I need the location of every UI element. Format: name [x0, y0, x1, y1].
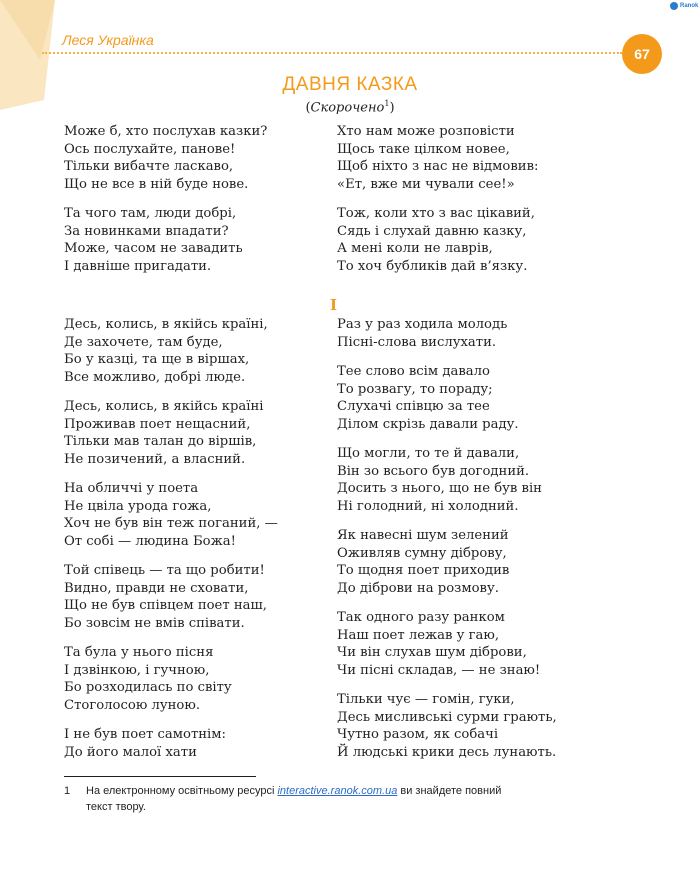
- publisher-logo: [670, 2, 698, 10]
- stanza: [64, 726, 354, 761]
- poem-title: ДАВНЯ КАЗКА: [282, 74, 418, 95]
- logo-text: Ranok: [680, 3, 699, 9]
- poem-line: Та була у нього пісня: [64, 645, 214, 660]
- poem-line: За новинками впадати?: [64, 223, 229, 239]
- subtitle-text: Скорочено: [310, 100, 385, 116]
- footnote-text-second-line: текст твору.: [86, 801, 146, 813]
- poem-line: Стоголосою луною.: [64, 697, 201, 713]
- stanza: [64, 316, 354, 386]
- poem-line: І не був поет самотнім:: [64, 727, 226, 742]
- poem-line: Десь, колись, в якійсь країні: [64, 399, 264, 414]
- poem-line: Чи він слухав шум діброви,: [337, 645, 527, 660]
- poem-line: Де захочете, там буде,: [64, 334, 223, 350]
- stanza: [64, 398, 354, 468]
- poem-line: Що не був співцем поет наш,: [64, 598, 267, 613]
- poem-line: Десь, колись, в якійсь країні,: [64, 317, 268, 332]
- poem-line: То щодня поет приходив: [337, 563, 510, 578]
- poem-line: Пісні-слова вислухати.: [337, 334, 497, 350]
- poem-line: Він зо всього був догодний.: [337, 463, 530, 479]
- poem-line: «Ет, вже ми чували сее!»: [337, 176, 515, 192]
- poem-line: Бо у казці, та ще в віршах,: [64, 352, 250, 367]
- poem-line: І дзвінкою, і гучною,: [64, 662, 210, 678]
- poem-line: Все можливо, добрі люде.: [64, 369, 246, 385]
- poem-line: Хоч не був він теж поганий, —: [64, 516, 278, 531]
- poem-line: Щоб ніхто з нас не відмовив:: [337, 159, 539, 174]
- poem-line: Може, часом не завадить: [64, 241, 243, 256]
- stanza: [64, 562, 354, 632]
- poem-line: Не позичений, а власний.: [64, 451, 246, 467]
- stanza: [337, 609, 627, 679]
- footnote-divider: [64, 776, 256, 777]
- subtitle-open: (: [305, 100, 311, 116]
- stanza: [337, 363, 627, 433]
- stanza: [337, 205, 627, 275]
- poem-line: Та чого там, люди добрі,: [64, 206, 237, 221]
- poem-line: Раз у раз ходила молодь: [337, 317, 508, 332]
- poem-column-left-intro: [64, 123, 354, 287]
- poem-line: Як навесні шум зелений: [337, 528, 509, 543]
- poem-line: Десь мисливські сурми грають,: [337, 709, 557, 725]
- poem-line: Тільки чує — гомін, гуки,: [337, 692, 515, 707]
- poem-line: Ділом скрізь давали раду.: [337, 416, 519, 432]
- poem-line: Досить з нього, що не був він: [337, 481, 542, 496]
- footnote: [64, 783, 624, 815]
- poem-column-right: [337, 316, 627, 773]
- poem-line: Видно, правди не сховати,: [64, 580, 249, 596]
- footnote-text-after: ви знайдете повний: [400, 785, 502, 797]
- poem-column-left: [64, 316, 354, 773]
- footnote-ref[interactable]: 1: [384, 99, 390, 108]
- poem-line: І давніше пригадати.: [64, 258, 212, 274]
- poem-line: Що не все в ній буде нове.: [64, 176, 249, 192]
- stanza: [64, 123, 354, 193]
- footnote-number: 1: [64, 785, 71, 797]
- poem-line: Проживав поет нещасний,: [64, 416, 251, 432]
- running-header-author: Леся Українка: [62, 32, 154, 48]
- poem-line: На обличчі у поета: [64, 481, 199, 496]
- poem-line: То хоч бубликів дай в’язку.: [337, 258, 528, 274]
- stanza: [64, 205, 354, 275]
- poem-subtitle: [0, 99, 700, 115]
- section-marker: I: [330, 296, 338, 314]
- poem-line: Не цвіла урода гожа,: [64, 498, 212, 514]
- header-divider: [42, 52, 622, 54]
- poem-line: Бо розходилась по світу: [64, 680, 232, 695]
- stanza: [337, 445, 627, 515]
- poem-line: До діброви на розмову.: [337, 580, 499, 596]
- poem-line: Щось таке цілком новее,: [337, 141, 510, 157]
- poem-line: Бо зовсім не вмів співати.: [64, 615, 245, 631]
- poem-line: До його малої хати: [64, 744, 197, 760]
- poem-column-right-intro: [337, 123, 627, 287]
- stanza: [337, 123, 627, 193]
- poem-line: Що могли, то те й давали,: [337, 446, 520, 461]
- poem-line: Сядь і слухай давню казку,: [337, 223, 527, 239]
- poem-line: Чутно разом, як собачі: [337, 727, 499, 742]
- poem-line: Чи пісні складав, — не знаю!: [337, 662, 541, 678]
- poem-line: Може б, хто послухав казки?: [64, 124, 268, 139]
- poem-line: То розвагу, то пораду;: [337, 381, 493, 397]
- poem-line: Ось послухайте, панове!: [64, 141, 236, 157]
- logo-icon: [670, 2, 678, 10]
- poem-line: Тее слово всім давало: [337, 364, 490, 379]
- poem-line: А мені коли не лаврів,: [337, 241, 493, 256]
- resource-link[interactable]: interactive.ranok.com.ua: [277, 785, 398, 797]
- stanza: [337, 316, 627, 351]
- stanza: [337, 527, 627, 597]
- poem-line: Хто нам може розповісти: [337, 124, 515, 139]
- poem-line: Ні голодний, ні холодний.: [337, 498, 519, 514]
- poem-line: От собі — людина Божа!: [64, 533, 236, 549]
- page-number-badge: 67: [622, 34, 662, 74]
- poem-line: Тільки вибачте ласкаво,: [64, 159, 234, 174]
- subtitle-close: ): [389, 100, 395, 116]
- poem-line: Й людські крики десь лунають.: [337, 744, 557, 760]
- poem-line: Тільки мав талан до віршів,: [64, 434, 257, 449]
- poem-line: Наш поет лежав у гаю,: [337, 627, 500, 643]
- poem-line: Оживляв сумну діброву,: [337, 545, 507, 561]
- poem-line: Тож, коли хто з вас цікавий,: [337, 206, 535, 221]
- poem-line: Слухачі співцю за тее: [337, 399, 490, 414]
- stanza: [64, 480, 354, 550]
- stanza: [64, 644, 354, 714]
- footnote-text-before: На електронному освітньому ресурсі: [86, 785, 275, 797]
- poem-line: Так одного разу ранком: [337, 610, 505, 625]
- poem-line: Той співець — та що робити!: [64, 563, 265, 578]
- stanza: [337, 691, 627, 761]
